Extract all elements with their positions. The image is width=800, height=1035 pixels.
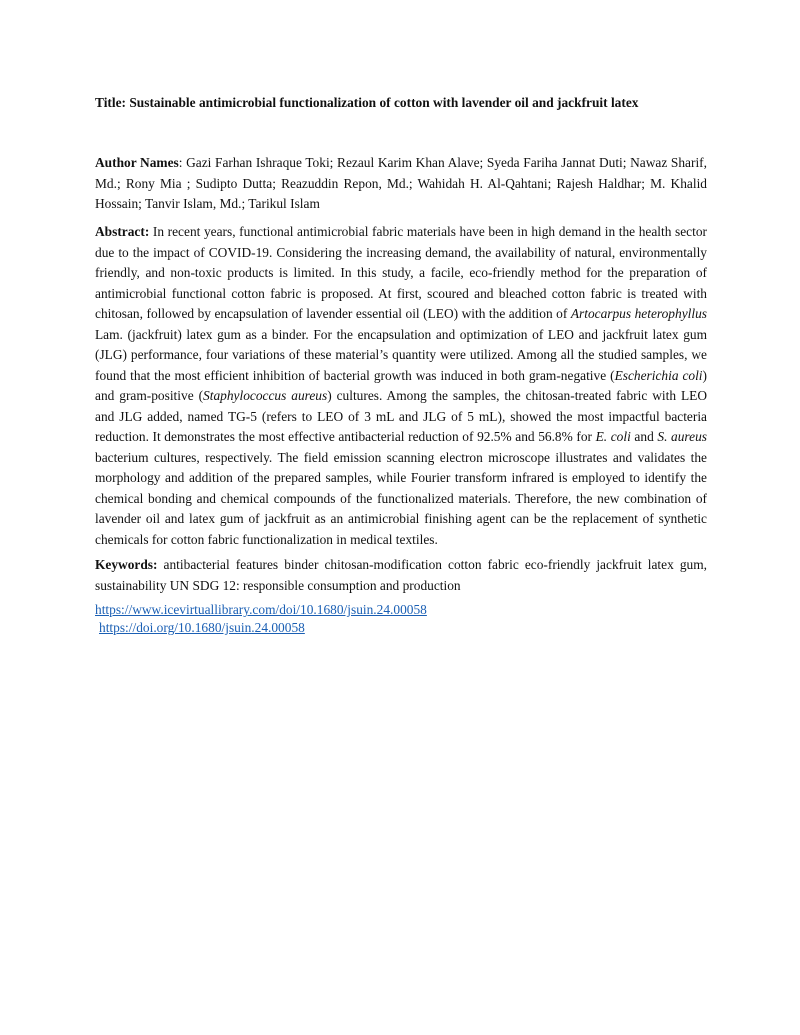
- abstract-text-5: and: [630, 429, 658, 444]
- abstract-species-2: Escherichia coli: [614, 367, 703, 383]
- abstract-text-3: ) and gram-positive (: [95, 367, 707, 403]
- links-block: [95, 601, 707, 637]
- abstract-species-1: Artocarpus heterophyllus: [570, 306, 707, 321]
- authors-text: : Gazi Farhan Ishraque Toki; Rezaul Karim Khan Alave; Syeda Fariha Jannat Duti; Nawaz Sharif, Md.; Rony Mia ; Sudipto Dutta; Reazuddin Repon, Md.; Wahidah H. Al-Qahtani; Rajesh Haldhar; M. Khalid Hossain; Tanvir Islam, Md.; Tarikul Islam: [95, 155, 707, 211]
- abstract-text-2: Lam. (jackfruit) latex gum as a binder. For the encapsulation and optimization of LEO and jackfruit latex gum (JLG) performance, four variations of these material’s quantity were utilized. Among all the studied samples, we found that the most efficient inhibition of bacterial growth was induced in both gram-negative (: [95, 326, 707, 383]
- abstract-text-6: bacterium cultures, respectively. The field emission scanning electron microscope illustrates and validates the morphology and addition of the prepared samples, while Fourier transform infrared is employed to identify the chemical bonding and chemical compounds of the functionalized materials. Therefore, the new combination of lavender oil and latex gum of jackfruit as an antimicrobial finishing agent can be the replacement of synthetic chemicals for cotton fabric functionalization in medical textiles.: [95, 449, 707, 547]
- paper-title: [95, 94, 715, 112]
- abstract-text-1: In recent years, functional antimicrobial fabric materials have been in high demand in the health sector due to the impact of COVID-19. Considering the increasing demand, the availability of natural, environmentally friendly, and non-toxic products is limited. In this study, a facile, eco-friendly method for the preparation of antimicrobial functional cotton fabric is proposed. At first, scoured and bleached cotton fabric is treated with chitosan, followed by encapsulation of lavender essential oil (LEO) with the addition of: [95, 224, 707, 321]
- library-link[interactable]: https://www.icevirtuallibrary.com/doi/10.1680/jsuin.24.00058: [95, 602, 427, 617]
- abstract-species-4: E. coli: [595, 429, 631, 444]
- author-names: [95, 153, 707, 215]
- abstract-species-3: Staphylococcus aureus: [203, 388, 328, 403]
- keywords-paragraph: [95, 555, 707, 596]
- keywords-label: Keywords:: [95, 557, 158, 572]
- abstract-paragraph: [95, 222, 707, 550]
- keywords-text: antibacterial features binder chitosan-modification cotton fabric eco-friendly jackfruit latex gum, sustainability UN SDG 12: responsible consumption and production: [95, 557, 707, 593]
- doi-link[interactable]: https://doi.org/10.1680/jsuin.24.00058: [99, 620, 305, 635]
- abstract-species-5: S. aureus: [657, 429, 707, 444]
- authors-label: Author Names: [95, 155, 179, 170]
- abstract-label: Abstract:: [95, 224, 150, 239]
- title-label: Title:: [95, 95, 126, 110]
- abstract-text-4: ) cultures. Among the samples, the chitosan-treated fabric with LEO and JLG added, named TG-5 (refers to LEO of 3 mL and JLG of 5 mL), showed the most impactful bacteria reduction. It demonstrates the most effective antibacterial reduction of 92.5% and 56.8% for: [95, 388, 707, 444]
- title-text: Sustainable antimicrobial functionalization of cotton with lavender oil and jackfruit latex: [129, 95, 639, 110]
